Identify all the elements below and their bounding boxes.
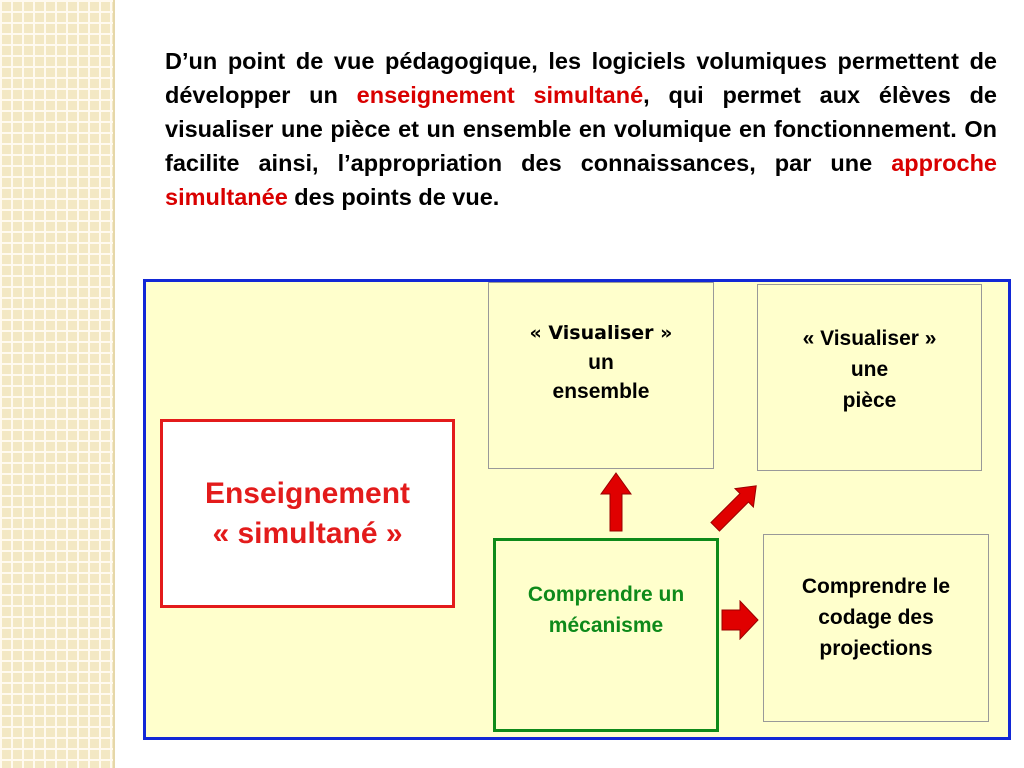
visualiser-ensemble-line2: un xyxy=(588,351,614,374)
comprendre-codage-line1: Comprendre le xyxy=(801,575,951,598)
comprendre-codage-line3: projections xyxy=(819,637,933,660)
enseignement-simultane-line1: Enseignement xyxy=(204,476,411,510)
intro-text-2: , qui permet aux élèves de visualiser une pièce et un ensemble en volumique en fonctionnement. On facilite ainsi, l’appropriation des connaissances, par une xyxy=(165,82,997,176)
intro-paragraph xyxy=(165,44,997,214)
visualiser-piece-line3: pièce xyxy=(842,389,897,412)
intro-highlight-approche: approche simultanée xyxy=(165,150,997,210)
comprendre-codage-line2: codage des xyxy=(818,606,934,629)
visualiser-piece-line2: une xyxy=(850,358,889,381)
visualiser-piece-box xyxy=(757,284,982,471)
visualiser-ensemble-box xyxy=(488,282,714,469)
intro-highlight-enseignement: enseignement simultané xyxy=(356,82,644,108)
side-pattern-edge xyxy=(113,0,115,768)
comprendre-mecanisme-box xyxy=(493,538,719,732)
visualiser-ensemble-line1: « Visualiser » xyxy=(529,322,673,344)
intro-text-3: des points de vue. xyxy=(287,184,500,210)
visualiser-ensemble-line3: ensemble xyxy=(552,380,650,403)
arrow-right-icon xyxy=(721,600,759,640)
comprendre-mecanisme-line1: Comprendre un xyxy=(527,583,685,606)
comprendre-codage-box xyxy=(763,534,989,722)
enseignement-simultane-line2: « simultané » xyxy=(212,516,403,550)
intro-text-1: D’un point de vue pédagogique, les logiciels volumiques permettent de développer un xyxy=(165,48,997,108)
decorative-side-pattern xyxy=(0,0,113,768)
enseignement-simultane-box xyxy=(160,419,455,608)
visualiser-piece-line1: « Visualiser » xyxy=(802,327,937,350)
comprendre-mecanisme-line2: mécanisme xyxy=(548,614,664,637)
arrow-up-right-icon xyxy=(708,481,762,533)
arrow-up-icon xyxy=(600,472,632,532)
